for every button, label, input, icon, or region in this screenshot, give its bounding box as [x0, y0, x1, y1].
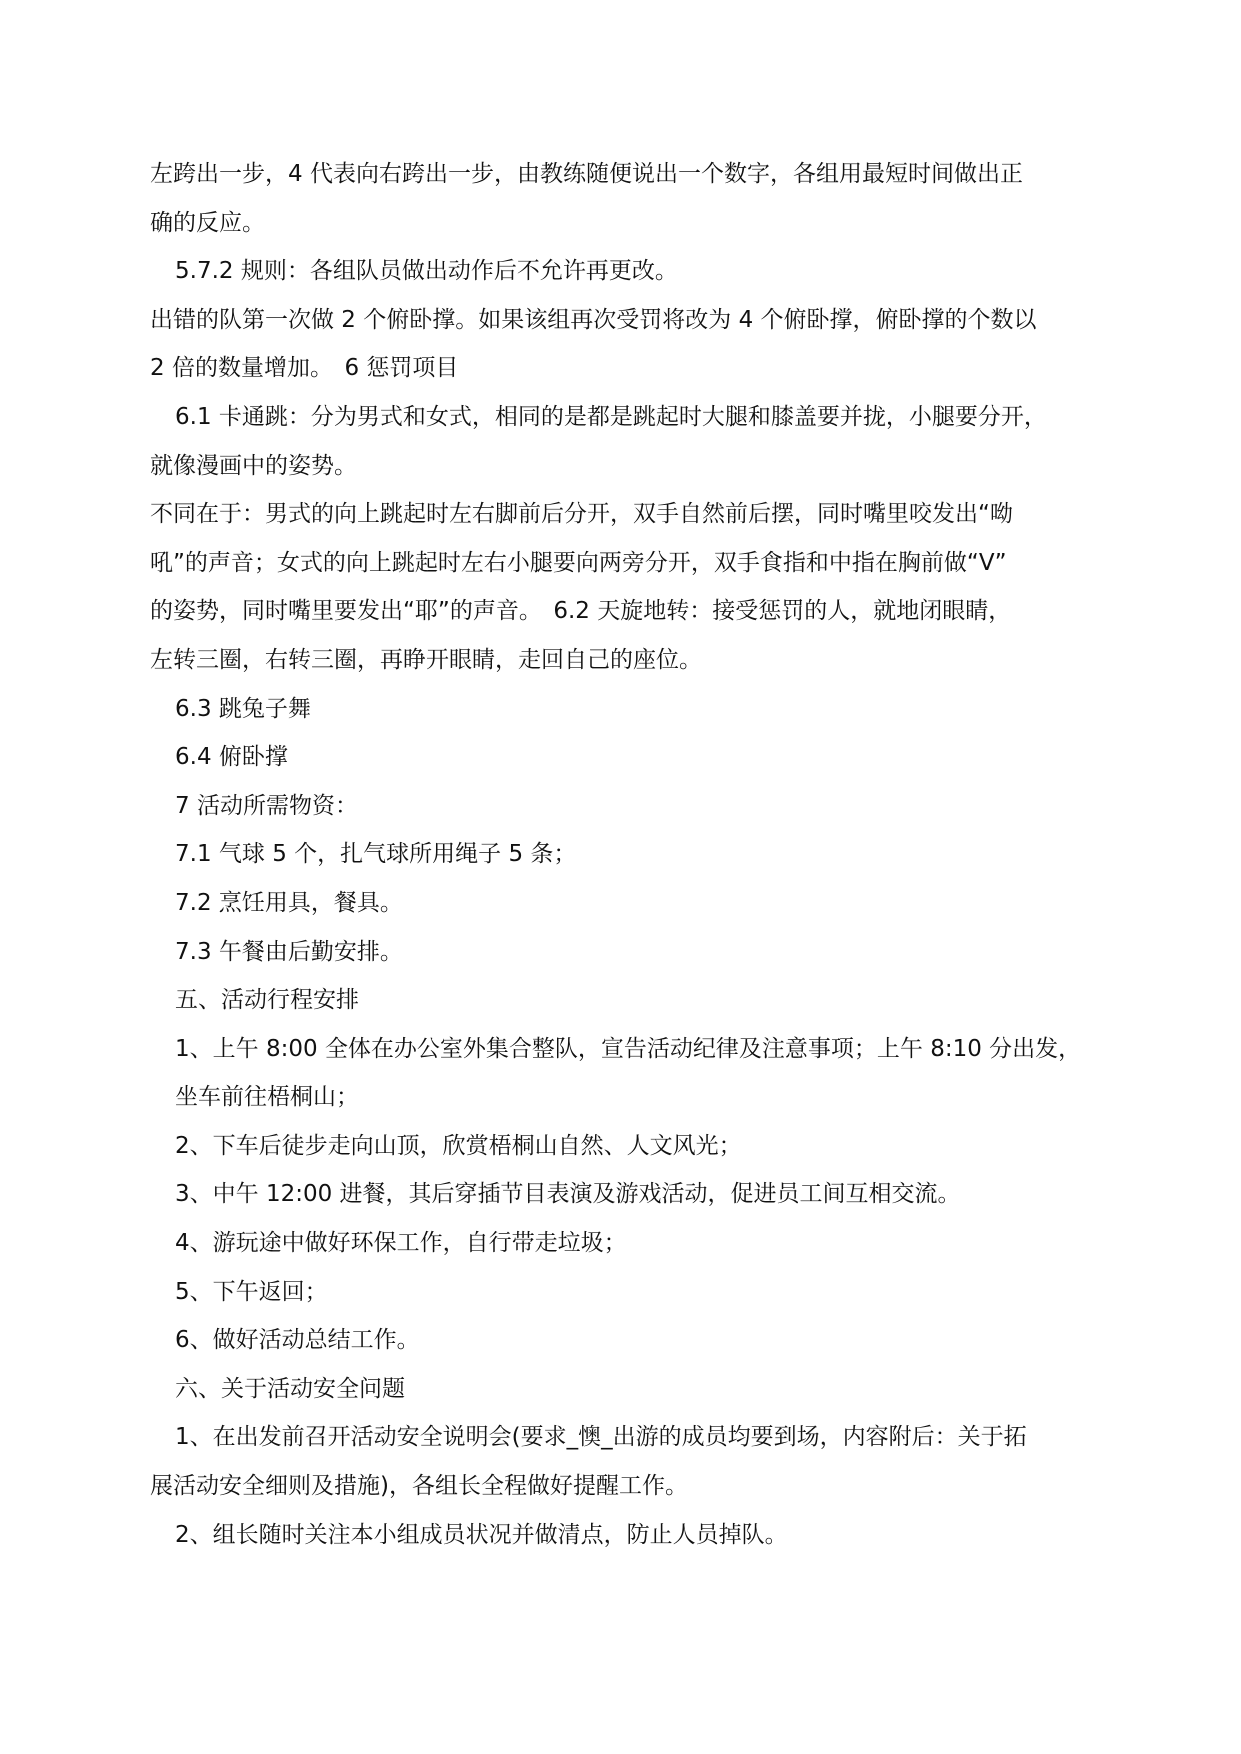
text-line: 5、下午返回；	[175, 1278, 328, 1305]
text-line: 2、下车后徒步走向山顶，欣赏梧桐山自然、人文风光；	[175, 1132, 742, 1159]
text-line: 就像漫画中的姿势。	[150, 452, 357, 479]
text-line: 出错的队第一次做 2 个俯卧撑。如果该组再次受罚将改为 4 个俯卧撑，俯卧撑的个数以	[150, 306, 1037, 333]
text-line: 左转三圈，右转三圈，再睁开眼睛，走回自己的座位。	[150, 646, 702, 673]
text-line: 7.3 午餐由后勤安排。	[175, 938, 403, 965]
text-line: 确的反应。	[150, 209, 265, 236]
document-page	[150, 150, 1100, 1559]
text-line: 2、组长随时关注本小组成员状况并做清点，防止人员掉队。	[175, 1521, 788, 1548]
text-line: 7 活动所需物资：	[175, 792, 358, 819]
text-line: 1、上午 8:00 全体在办公室外集合整队，宣告活动纪律及注意事项；上午 8:10 分出发，	[175, 1035, 1082, 1062]
section-heading: 五、活动行程安排	[175, 987, 359, 1014]
text-line: 4、游玩途中做好环保工作，自行带走垃圾；	[175, 1230, 627, 1257]
text-line: 6.1 卡通跳：分为男式和女式，相同的是都是跳起时大腿和膝盖要并拢，小腿要分开，	[175, 403, 1047, 430]
section-heading: 六、关于活动安全问题	[175, 1375, 405, 1402]
text-line: 坐车前往梧桐山；	[175, 1084, 359, 1111]
text-line: 7.1 气球 5 个，扎气球所用绳子 5 条；	[175, 841, 577, 868]
text-line: 不同在于：男式的向上跳起时左右脚前后分开，双手自然前后摆，同时嘴里咬发出“呦	[150, 501, 1013, 528]
text-line: 7.2 烹饪用具，餐具。	[175, 889, 403, 916]
text-line: 3、中午 12:00 进餐，其后穿插节目表演及游戏活动，促进员工间互相交流。	[175, 1181, 961, 1208]
text-line: 6、做好活动总结工作。	[175, 1327, 420, 1354]
text-line: 2 倍的数量增加。 6 惩罚项目	[150, 355, 459, 382]
text-line: 左跨出一步，4 代表向右跨出一步，由教练随便说出一个数字，各组用最短时间做出正	[150, 161, 1023, 187]
text-line: 1、在出发前召开活动安全说明会(要求_懊_出游的成员均要到场，内容附后：关于拓	[175, 1424, 1027, 1451]
text-line: 展活动安全细则及措施)，各组长全程做好提醒工作。	[150, 1473, 688, 1500]
text-line: 的姿势，同时嘴里要发出“耶”的声音。 6.2 天旋地转：接受惩罚的人，就地闭眼睛，	[150, 598, 1012, 625]
text-line: 6.4 俯卧撑	[175, 744, 288, 771]
text-line: 5.7.2 规则：各组队员做出动作后不允许再更改。	[175, 258, 678, 285]
text-line: 吼”的声音；女式的向上跳起时左右小腿要向两旁分开，双手食指和中指在胸前做“V”	[150, 549, 1007, 576]
text-line: 6.3 跳兔子舞	[175, 695, 311, 722]
